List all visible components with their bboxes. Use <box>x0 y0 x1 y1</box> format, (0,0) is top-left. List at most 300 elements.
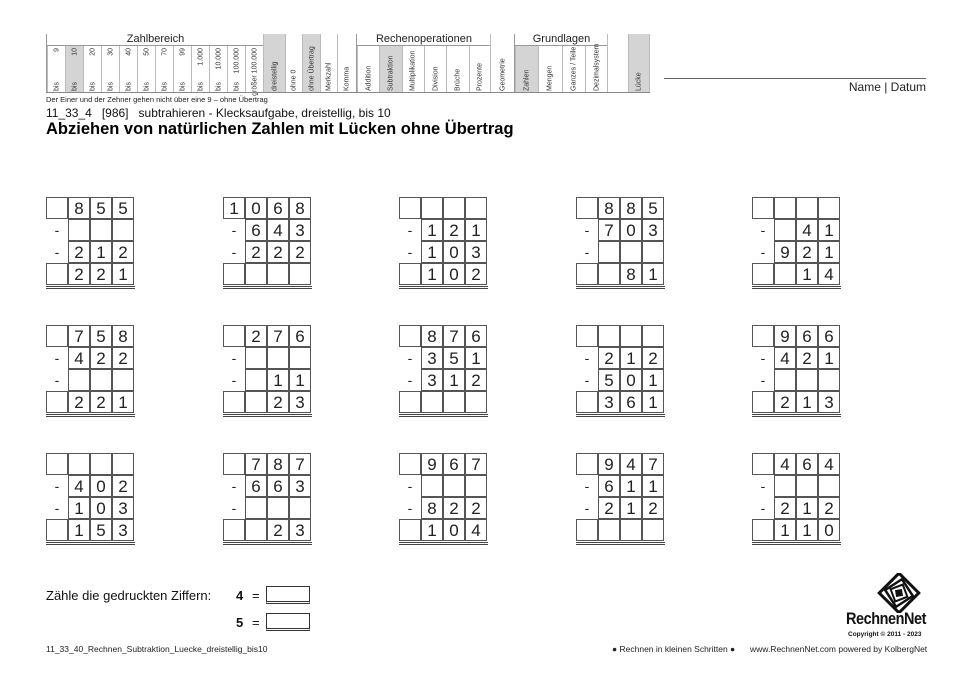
answer-cell[interactable] <box>818 197 840 219</box>
digit-cell: 5 <box>90 325 112 347</box>
digit-cell: 6 <box>267 475 289 497</box>
digit-cell: 4 <box>818 263 840 285</box>
header-col-zahlbereich: bis 70 <box>155 46 173 93</box>
logo-brand-text: RechnenNet <box>846 609 927 628</box>
digit-cell: 5 <box>642 197 664 219</box>
answer-cell[interactable] <box>576 197 598 219</box>
subtraction-problem <box>752 453 841 545</box>
group-title-zahlbereich: Zahlbereich <box>47 34 264 46</box>
footer-url: www.RechnenNet.com powered by KolbergNet <box>750 644 928 654</box>
digit-cell: 7 <box>465 453 487 475</box>
digit-cell: 8 <box>112 325 134 347</box>
answer-cell[interactable] <box>223 519 245 541</box>
answer-cell[interactable] <box>598 241 620 263</box>
operator-minus: - <box>54 500 60 516</box>
answer-cell[interactable] <box>399 325 421 347</box>
header-col-zahlbereich: bis 20 <box>83 46 101 93</box>
header-col-extra: dreistellig <box>263 34 285 93</box>
digit-cell: 1 <box>421 219 443 241</box>
result-double-underline <box>576 542 665 545</box>
digit-cell: 1 <box>620 347 642 369</box>
answer-cell[interactable] <box>399 519 421 541</box>
answer-cell[interactable] <box>818 475 840 497</box>
digit-cell: 1 <box>796 263 818 285</box>
answer-cell[interactable] <box>245 519 267 541</box>
subtraction-problem <box>399 197 488 289</box>
answer-cell[interactable] <box>443 475 465 497</box>
digit-cell: 8 <box>620 197 642 219</box>
header-col-zahlbereich: bis 9 <box>47 46 65 93</box>
digit-cell: 1 <box>642 263 664 285</box>
digit-cell: 1 <box>620 475 642 497</box>
answer-cell[interactable] <box>46 391 68 413</box>
operator-minus: - <box>231 478 237 494</box>
digit-cell: 2 <box>289 241 311 263</box>
subtraction-problem <box>399 453 488 545</box>
digit-cell: 2 <box>465 369 487 391</box>
digit-cell: 8 <box>289 197 311 219</box>
answer-cell[interactable] <box>465 197 487 219</box>
operator-minus: - <box>760 350 766 366</box>
answer-cell[interactable] <box>576 391 598 413</box>
footer-filename: 11_33_40_Rechnen_Subtraktion_Luecke_dreistellig_bis10 <box>46 644 268 654</box>
result-double-underline <box>399 542 488 545</box>
digit-cell: 7 <box>267 325 289 347</box>
digit-cell: 3 <box>642 219 664 241</box>
answer-cell[interactable] <box>399 263 421 285</box>
subtraction-problem <box>46 197 135 289</box>
digit-cell: 2 <box>818 497 840 519</box>
operator-minus: - <box>407 222 413 238</box>
answer-cell[interactable] <box>267 263 289 285</box>
subtraction-problem <box>576 197 665 289</box>
group-title-rechenoperationen: Rechenoperationen <box>357 34 491 46</box>
answer-cell[interactable] <box>90 219 112 241</box>
digit-cell: 3 <box>112 497 134 519</box>
result-double-underline <box>576 414 665 417</box>
answer-cell[interactable] <box>598 325 620 347</box>
category-header-table <box>46 33 650 96</box>
digit-cell: 6 <box>289 325 311 347</box>
group-grundlagen <box>514 34 608 93</box>
answer-cell[interactable] <box>642 325 664 347</box>
answer-cell[interactable] <box>752 391 774 413</box>
digit-cell: 4 <box>774 347 796 369</box>
answer-cell[interactable] <box>289 347 311 369</box>
result-double-underline <box>46 414 135 417</box>
digit-cell: 1 <box>796 519 818 541</box>
digit-cell: 3 <box>289 219 311 241</box>
operator-minus: - <box>407 372 413 388</box>
result-double-underline <box>576 286 665 289</box>
header-col-rechenoperation: Prozente <box>469 46 491 93</box>
digit-cell: 2 <box>90 263 112 285</box>
digit-cell: 4 <box>68 347 90 369</box>
subtraction-problem <box>46 453 135 545</box>
digit-cell: 5 <box>90 197 112 219</box>
answer-cell[interactable] <box>289 497 311 519</box>
header-col-extra: Komma <box>337 34 356 93</box>
answer-cell[interactable] <box>796 475 818 497</box>
digit-cell: 8 <box>598 197 620 219</box>
digit-cell: 6 <box>267 197 289 219</box>
digit-cell: 0 <box>443 519 465 541</box>
subtraction-problem <box>576 325 665 417</box>
result-double-underline <box>223 414 312 417</box>
digit-cell: 1 <box>112 263 134 285</box>
result-double-underline <box>752 286 841 289</box>
digit-cell: 2 <box>245 241 267 263</box>
header-col-geometrie: Geometrie <box>490 34 514 93</box>
operator-minus: - <box>584 478 590 494</box>
answer-cell[interactable] <box>774 369 796 391</box>
digit-cell: 1 <box>620 497 642 519</box>
digit-cell: 7 <box>598 219 620 241</box>
answer-cell[interactable] <box>289 263 311 285</box>
count-digit-4: 4 <box>236 588 244 603</box>
answer-cell[interactable] <box>399 197 421 219</box>
subtraction-problem <box>752 325 841 417</box>
digit-cell: 6 <box>818 325 840 347</box>
digit-cell: 0 <box>90 497 112 519</box>
answer-cell[interactable] <box>752 519 774 541</box>
answer-cell[interactable] <box>421 391 443 413</box>
subtraction-problem <box>223 197 312 289</box>
operator-minus: - <box>231 244 237 260</box>
digit-cell: 1 <box>774 519 796 541</box>
digit-cell: 4 <box>818 453 840 475</box>
answer-cell[interactable] <box>90 453 112 475</box>
header-col-zahlbereich: bis 100.000 <box>227 46 245 93</box>
digit-cell: 1 <box>289 369 311 391</box>
digit-cell: 4 <box>465 519 487 541</box>
answer-cell[interactable] <box>267 497 289 519</box>
answer-cell[interactable] <box>752 325 774 347</box>
digit-cell: 9 <box>598 453 620 475</box>
result-double-underline <box>399 286 488 289</box>
answer-cell[interactable] <box>223 325 245 347</box>
digit-cell: 2 <box>245 325 267 347</box>
answer-cell[interactable] <box>598 263 620 285</box>
header-col-rechenoperation: Multiplikation <box>402 46 424 93</box>
header-col-rechenoperation: Brüche <box>446 46 468 93</box>
operator-minus: - <box>760 478 766 494</box>
digit-cell: 1 <box>443 369 465 391</box>
digit-cell: 7 <box>443 325 465 347</box>
answer-cell[interactable] <box>112 219 134 241</box>
answer-cell[interactable] <box>245 369 267 391</box>
digit-cell: 1 <box>818 219 840 241</box>
digit-cell: 8 <box>421 497 443 519</box>
answer-cell[interactable] <box>421 475 443 497</box>
count-equals-4: = <box>252 588 260 603</box>
digit-cell: 6 <box>796 325 818 347</box>
digit-cell: 4 <box>620 453 642 475</box>
digit-cell: 3 <box>818 391 840 413</box>
answer-cell[interactable] <box>576 325 598 347</box>
digit-cell: 1 <box>421 241 443 263</box>
subtraction-problem <box>752 197 841 289</box>
answer-cell[interactable] <box>774 197 796 219</box>
answer-cell[interactable] <box>576 519 598 541</box>
digit-cell: 2 <box>642 347 664 369</box>
operator-minus: - <box>54 478 60 494</box>
operator-minus: - <box>760 222 766 238</box>
digit-cell: 1 <box>642 475 664 497</box>
header-col-luecke: Lücke <box>628 34 650 93</box>
digit-cell: 6 <box>620 391 642 413</box>
result-double-underline <box>399 414 488 417</box>
answer-cell[interactable] <box>620 519 642 541</box>
answer-cell[interactable] <box>576 453 598 475</box>
operator-minus: - <box>231 222 237 238</box>
worksheet-subtitle: 11_33_4 [986] subtrahieren - Klecksaufgabe, dreistellig, bis 10 <box>46 106 391 120</box>
group-zahlbereich <box>46 33 264 96</box>
header-col-zahlbereich: bis 30 <box>101 46 119 93</box>
group-title-grundlagen: Grundlagen <box>515 34 608 46</box>
digit-cell: 8 <box>267 453 289 475</box>
digit-cell: 6 <box>465 325 487 347</box>
answer-cell[interactable] <box>68 219 90 241</box>
digit-cell: 2 <box>443 497 465 519</box>
operator-minus: - <box>54 244 60 260</box>
digit-cell: 7 <box>68 325 90 347</box>
digit-cell: 2 <box>796 241 818 263</box>
digit-cell: 9 <box>774 241 796 263</box>
operator-minus: - <box>584 222 590 238</box>
operator-minus: - <box>584 244 590 260</box>
count-answer-box-4[interactable] <box>266 586 310 604</box>
digit-cell: 2 <box>267 391 289 413</box>
rechnennet-logo-icon <box>876 573 922 613</box>
answer-cell[interactable] <box>68 369 90 391</box>
digit-cell: 3 <box>421 369 443 391</box>
answer-cell[interactable] <box>46 519 68 541</box>
digit-cell: 1 <box>68 497 90 519</box>
answer-cell[interactable] <box>818 369 840 391</box>
digit-cell: 0 <box>818 519 840 541</box>
digit-cell: 1 <box>68 519 90 541</box>
digit-cell: 3 <box>421 347 443 369</box>
answer-cell[interactable] <box>245 391 267 413</box>
answer-cell[interactable] <box>112 453 134 475</box>
answer-cell[interactable] <box>752 453 774 475</box>
operator-minus: - <box>584 500 590 516</box>
digit-cell: 5 <box>598 369 620 391</box>
header-col-zahlbereich: bis 40 <box>119 46 137 93</box>
answer-cell[interactable] <box>421 197 443 219</box>
subtraction-problem <box>223 325 312 417</box>
answer-cell[interactable] <box>223 263 245 285</box>
digit-cell: 1 <box>796 497 818 519</box>
digit-cell: 8 <box>68 197 90 219</box>
digit-cell: 0 <box>443 263 465 285</box>
digit-cell: 0 <box>620 369 642 391</box>
worksheet-title: Abziehen von natürlichen Zahlen mit Lücken ohne Übertrag <box>46 120 514 138</box>
answer-cell[interactable] <box>399 391 421 413</box>
digit-cell: 2 <box>68 391 90 413</box>
answer-cell[interactable] <box>399 453 421 475</box>
digit-cell: 4 <box>774 453 796 475</box>
digit-cell: 1 <box>421 519 443 541</box>
answer-cell[interactable] <box>90 369 112 391</box>
operator-minus: - <box>760 244 766 260</box>
answer-cell[interactable] <box>46 453 68 475</box>
subtraction-problem <box>46 325 135 417</box>
header-col-zahlbereich: bis 99 <box>173 46 191 93</box>
answer-cell[interactable] <box>620 325 642 347</box>
digit-cell: 1 <box>421 263 443 285</box>
digit-cell: 7 <box>642 453 664 475</box>
answer-cell[interactable] <box>642 519 664 541</box>
operator-minus: - <box>407 244 413 260</box>
count-digits-label: Zähle die gedruckten Ziffern: <box>46 588 212 603</box>
header-col-zahlbereich: bis 10 <box>65 46 83 93</box>
operator-minus: - <box>407 350 413 366</box>
operator-minus: - <box>407 478 413 494</box>
answer-cell[interactable] <box>46 263 68 285</box>
digit-cell: 2 <box>90 391 112 413</box>
answer-cell[interactable] <box>267 347 289 369</box>
answer-cell[interactable] <box>642 241 664 263</box>
name-date-line[interactable] <box>664 78 926 79</box>
answer-cell[interactable] <box>223 453 245 475</box>
digit-cell: 2 <box>68 241 90 263</box>
digit-cell: 1 <box>223 197 245 219</box>
header-col-rechenoperation: Addition <box>357 46 379 93</box>
digit-cell: 1 <box>112 391 134 413</box>
result-double-underline <box>46 542 135 545</box>
answer-cell[interactable] <box>796 197 818 219</box>
header-col-extra: ohne 0 <box>285 34 302 93</box>
count-digit-5: 5 <box>236 615 244 630</box>
answer-cell[interactable] <box>245 263 267 285</box>
operator-minus: - <box>584 350 590 366</box>
answer-cell[interactable] <box>245 497 267 519</box>
digit-cell: 4 <box>68 475 90 497</box>
answer-cell[interactable] <box>465 475 487 497</box>
count-equals-5: = <box>252 615 260 630</box>
digit-cell: 3 <box>598 391 620 413</box>
digit-cell: 4 <box>796 219 818 241</box>
digit-cell: 5 <box>443 347 465 369</box>
header-col-rechenoperation: Division <box>424 46 446 93</box>
header-col-zahlbereich: bis 1.000 <box>191 46 209 93</box>
digit-cell: 5 <box>90 519 112 541</box>
digit-cell: 2 <box>68 263 90 285</box>
answer-cell[interactable] <box>796 369 818 391</box>
digit-cell: 9 <box>774 325 796 347</box>
header-col-zahlbereich: größer 100.000 <box>245 46 263 93</box>
operator-minus: - <box>231 372 237 388</box>
answer-cell[interactable] <box>443 391 465 413</box>
count-answer-box-5[interactable] <box>266 613 310 631</box>
answer-cell[interactable] <box>774 475 796 497</box>
digit-cell: 0 <box>443 241 465 263</box>
header-col-rechenoperation: Subtraktion <box>379 46 401 93</box>
digit-cell: 2 <box>112 241 134 263</box>
digit-cell: 6 <box>245 475 267 497</box>
digit-cell: 7 <box>289 453 311 475</box>
digit-cell: 1 <box>90 241 112 263</box>
digit-cell: 6 <box>443 453 465 475</box>
digit-cell: 2 <box>796 347 818 369</box>
digit-cell: 2 <box>642 497 664 519</box>
digit-cell: 7 <box>245 453 267 475</box>
digit-cell: 0 <box>90 475 112 497</box>
operator-minus: - <box>760 372 766 388</box>
operator-minus: - <box>584 372 590 388</box>
result-double-underline <box>223 286 312 289</box>
digit-cell: 4 <box>267 219 289 241</box>
operator-minus: - <box>407 500 413 516</box>
digit-cell: 3 <box>289 475 311 497</box>
digit-cell: 9 <box>421 453 443 475</box>
header-col-grundlagen: Mengen <box>538 46 561 93</box>
digit-cell: 1 <box>267 369 289 391</box>
result-double-underline <box>752 414 841 417</box>
digit-cell: 6 <box>245 219 267 241</box>
header-col-grundlagen: Ganzes / Teile <box>562 46 585 93</box>
answer-cell[interactable] <box>620 241 642 263</box>
digit-cell: 1 <box>465 347 487 369</box>
answer-cell[interactable] <box>752 197 774 219</box>
answer-cell[interactable] <box>112 369 134 391</box>
header-bottom-rule <box>46 92 650 93</box>
digit-cell: 2 <box>267 519 289 541</box>
operator-minus: - <box>54 222 60 238</box>
answer-cell[interactable] <box>68 453 90 475</box>
answer-cell[interactable] <box>752 263 774 285</box>
footer-motto: ● Rechnen in kleinen Schritten ● <box>612 644 736 654</box>
result-double-underline <box>46 286 135 289</box>
digit-cell: 0 <box>620 219 642 241</box>
digit-cell: 2 <box>598 347 620 369</box>
digit-cell: 1 <box>465 219 487 241</box>
answer-cell[interactable] <box>774 219 796 241</box>
answer-cell[interactable] <box>576 263 598 285</box>
answer-cell[interactable] <box>465 391 487 413</box>
group-rechenoperationen <box>356 34 491 93</box>
digit-cell: 1 <box>818 347 840 369</box>
digit-cell: 8 <box>620 263 642 285</box>
digit-cell: 2 <box>774 391 796 413</box>
answer-cell[interactable] <box>46 197 68 219</box>
header-col-blank <box>607 34 628 93</box>
answer-cell[interactable] <box>223 391 245 413</box>
header-col-grundlagen: Dezimalsystem <box>585 46 608 93</box>
operator-minus: - <box>54 372 60 388</box>
answer-cell[interactable] <box>443 197 465 219</box>
subtraction-problem <box>223 453 312 545</box>
digit-cell: 1 <box>796 391 818 413</box>
header-col-zahlbereich: bis 50 <box>137 46 155 93</box>
answer-cell[interactable] <box>774 263 796 285</box>
hint-text: Der Einer und der Zehner gehen nicht über eine 9 – ohne Übertrag <box>46 95 268 104</box>
digit-cell: 5 <box>112 197 134 219</box>
answer-cell[interactable] <box>598 519 620 541</box>
digit-cell: 3 <box>289 519 311 541</box>
subtraction-problem <box>576 453 665 545</box>
digit-cell: 2 <box>443 219 465 241</box>
answer-cell[interactable] <box>46 325 68 347</box>
digit-cell: 2 <box>267 241 289 263</box>
subtraction-problem <box>399 325 488 417</box>
digit-cell: 2 <box>90 347 112 369</box>
digit-cell: 2 <box>598 497 620 519</box>
digit-cell: 6 <box>796 453 818 475</box>
answer-cell[interactable] <box>245 347 267 369</box>
